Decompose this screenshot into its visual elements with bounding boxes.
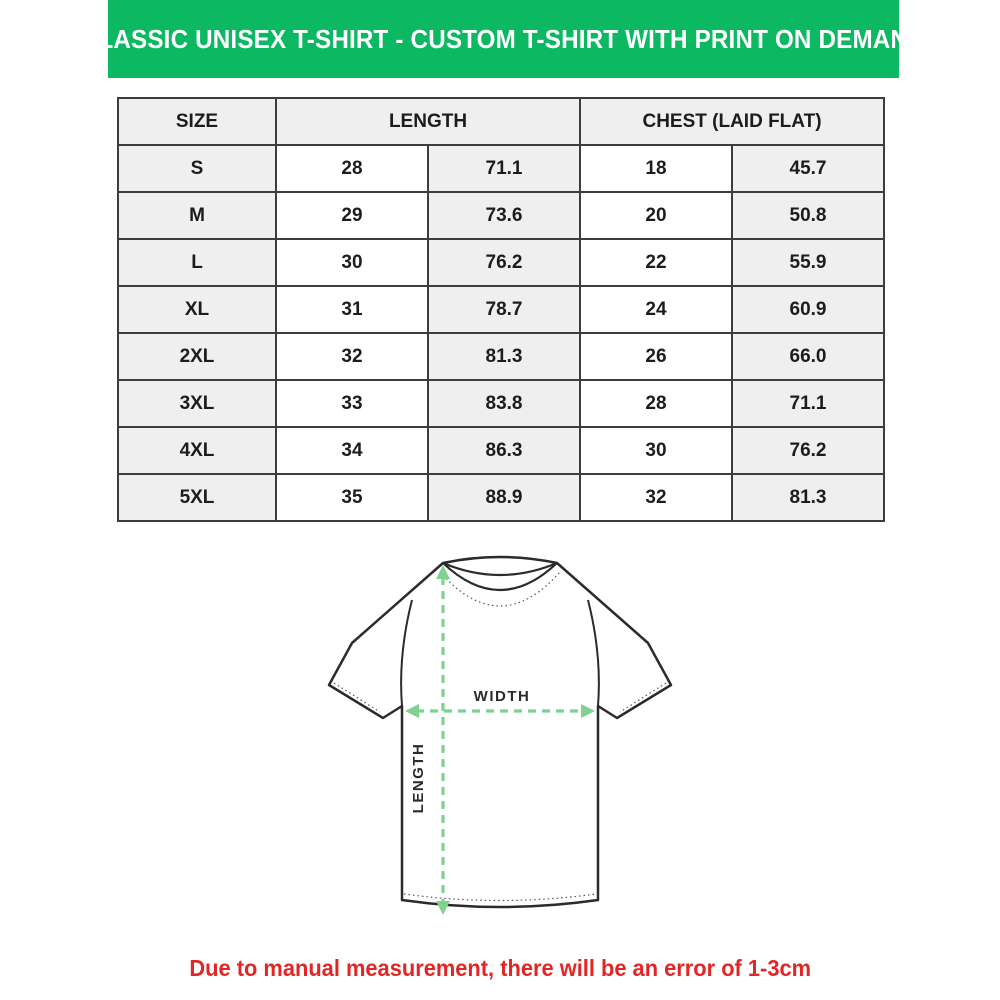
tshirt-silhouette: [329, 557, 671, 907]
chest-in-cell: 32: [580, 474, 732, 521]
tshirt-outline-drawing: [320, 545, 680, 925]
length-cm-cell: 86.3: [428, 427, 580, 474]
size-chart-table: [117, 97, 885, 522]
page-title: CLASSIC UNISEX T-SHIRT - CUSTOM T-SHIRT WITH PRINT ON DEMAND: [81, 23, 926, 54]
measurement-disclaimer: [0, 955, 1000, 982]
size-cell: 2XL: [118, 333, 276, 380]
title-banner: [81, 0, 926, 78]
size-cell: XL: [118, 286, 276, 333]
disclaimer-text: Due to manual measurement, there will be an error of 1-3cm: [189, 955, 811, 981]
chest-cm-cell: 66.0: [732, 333, 884, 380]
size-cell: L: [118, 239, 276, 286]
table-row: [118, 192, 884, 239]
table-row: [118, 474, 884, 521]
size-cell: M: [118, 192, 276, 239]
chest-cm-cell: 76.2: [732, 427, 884, 474]
header-size: SIZE: [118, 98, 276, 145]
length-cm-cell: 71.1: [428, 145, 580, 192]
table-row: [118, 239, 884, 286]
table-row: [118, 333, 884, 380]
header-chest: CHEST (LAID FLAT): [580, 98, 884, 145]
arrow-down-icon: [436, 901, 450, 915]
chest-in-cell: 18: [580, 145, 732, 192]
tshirt-measurement-diagram: [320, 545, 680, 925]
length-cm-cell: 76.2: [428, 239, 580, 286]
table-row: [118, 145, 884, 192]
width-label: WIDTH: [473, 688, 531, 705]
length-in-cell: 35: [276, 474, 428, 521]
length-cm-cell: 73.6: [428, 192, 580, 239]
size-cell: 5XL: [118, 474, 276, 521]
length-in-cell: 33: [276, 380, 428, 427]
table-row: [118, 380, 884, 427]
chest-cm-cell: 55.9: [732, 239, 884, 286]
chest-in-cell: 24: [580, 286, 732, 333]
length-in-cell: 32: [276, 333, 428, 380]
chest-in-cell: 22: [580, 239, 732, 286]
length-cm-cell: 88.9: [428, 474, 580, 521]
chest-cm-cell: 81.3: [732, 474, 884, 521]
length-in-cell: 31: [276, 286, 428, 333]
table-row: [118, 286, 884, 333]
length-cm-cell: 83.8: [428, 380, 580, 427]
chest-in-cell: 28: [580, 380, 732, 427]
length-in-cell: 29: [276, 192, 428, 239]
chest-cm-cell: 71.1: [732, 380, 884, 427]
size-cell: S: [118, 145, 276, 192]
length-in-cell: 30: [276, 239, 428, 286]
chest-cm-cell: 50.8: [732, 192, 884, 239]
chest-in-cell: 26: [580, 333, 732, 380]
chest-in-cell: 20: [580, 192, 732, 239]
header-length: LENGTH: [276, 98, 580, 145]
length-cm-cell: 81.3: [428, 333, 580, 380]
size-chart-table-wrap: [117, 97, 885, 522]
length-in-cell: 34: [276, 427, 428, 474]
size-cell: 4XL: [118, 427, 276, 474]
table-row: [118, 427, 884, 474]
chest-in-cell: 30: [580, 427, 732, 474]
size-cell: 3XL: [118, 380, 276, 427]
chest-cm-cell: 45.7: [732, 145, 884, 192]
length-in-cell: 28: [276, 145, 428, 192]
chest-cm-cell: 60.9: [732, 286, 884, 333]
table-header-row: [118, 98, 884, 145]
length-cm-cell: 78.7: [428, 286, 580, 333]
length-label: LENGTH: [410, 742, 427, 814]
